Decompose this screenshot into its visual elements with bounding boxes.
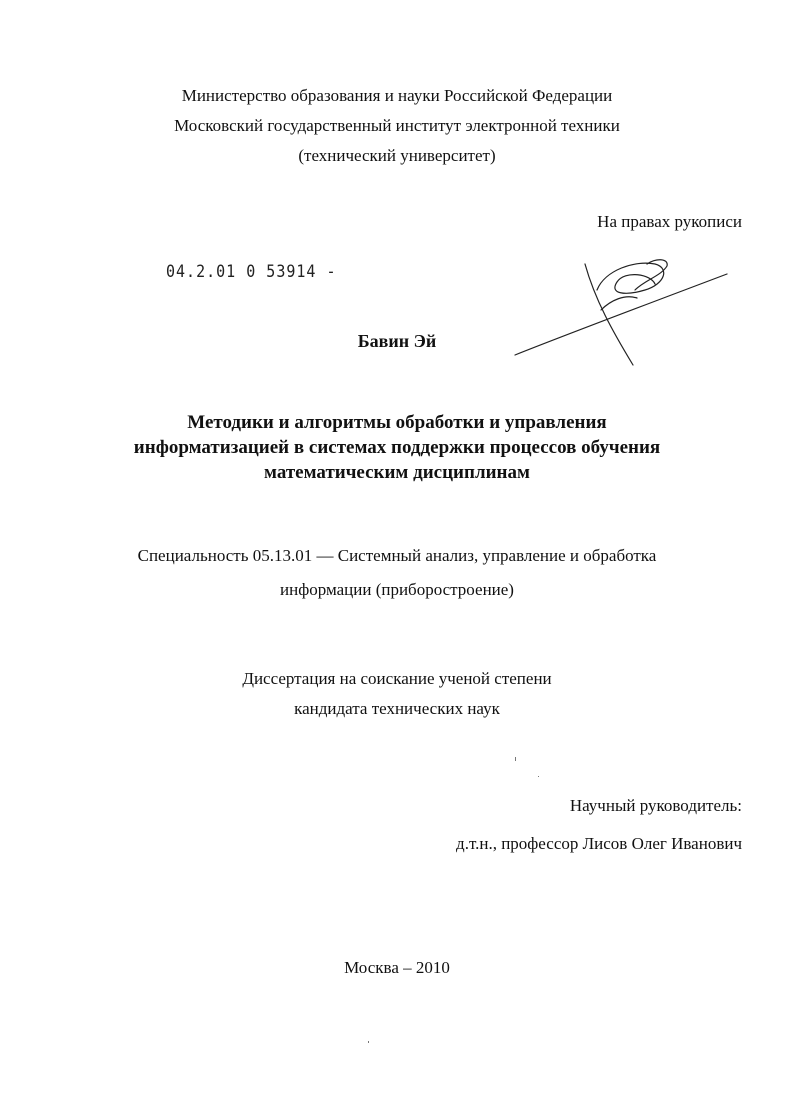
speck-mark — [515, 757, 516, 761]
institute-line: Московский государственный институт электронной техники — [174, 116, 620, 135]
author-name: Бавин Эй — [357, 331, 437, 351]
title-line-3: математическим дисциплинам — [264, 462, 530, 483]
speck-mark — [538, 776, 539, 777]
supervisor-label: Научный руководитель: — [569, 796, 742, 815]
specialty-line-1: Специальность 05.13.01 — Системный анализ, управление и обработка — [137, 546, 657, 565]
city-year: Москва – 2010 — [344, 958, 450, 977]
university-line: (технический университет) — [298, 146, 496, 165]
title-line-1: Методики и алгоритмы обработки и управления — [187, 412, 607, 433]
speck-mark — [368, 1041, 369, 1043]
dissertation-line-2: кандидата технических наук — [294, 699, 500, 718]
handwritten-signature — [505, 250, 735, 375]
dissertation-line-1: Диссертация на соискание ученой степени — [242, 669, 552, 688]
title-line-2: информатизацией в системах поддержки процессов обучения — [133, 437, 661, 458]
library-stamp-code: 04.2.01 0 53914 - — [166, 261, 337, 282]
rights-note: На правах рукописи — [597, 212, 742, 231]
supervisor-name: д.т.н., профессор Лисов Олег Иванович — [456, 834, 742, 853]
ministry-line: Министерство образования и науки Российской Федерации — [181, 86, 613, 105]
specialty-line-2: информации (приборостроение) — [280, 580, 514, 599]
